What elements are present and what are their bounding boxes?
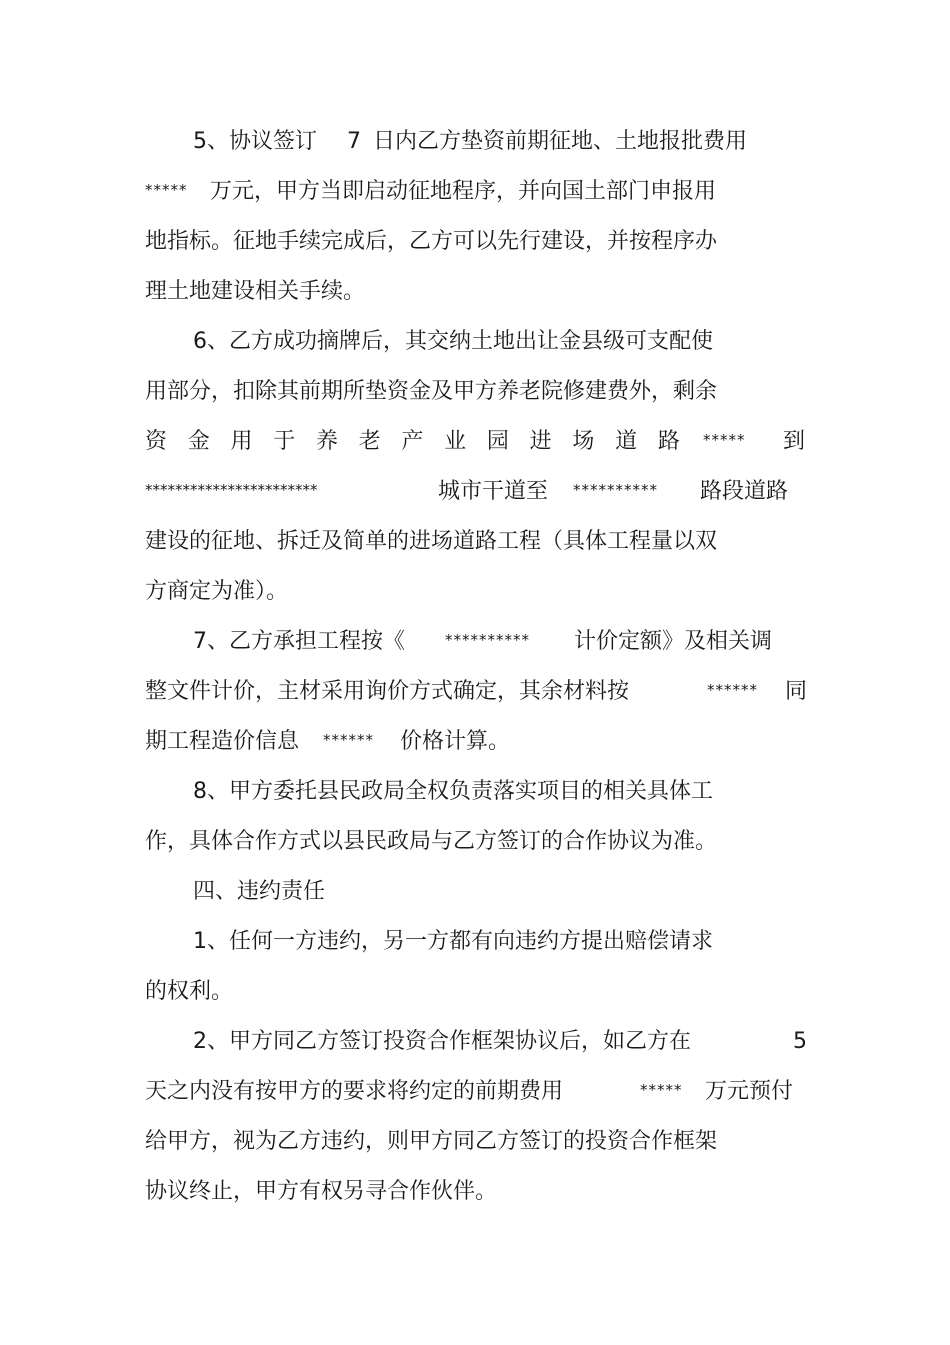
clause-1-start: 1、任何一方违约，另一方都有向违约方提出赔偿请求 <box>193 929 713 954</box>
char: 养 <box>315 429 338 454</box>
masked-road: ********** <box>573 481 658 499</box>
text-line <box>0 677 950 707</box>
text-line <box>0 1027 950 1057</box>
text-line <box>0 577 950 607</box>
text-segment: 万元，甲方当即启动征地程序，并向国土部门申报用 <box>210 179 717 204</box>
char: 进 <box>529 429 552 454</box>
char: 场 <box>572 429 595 454</box>
text-segment: 给甲方，视为乙方违约，则甲方同乙方签订的投资合作框架 <box>145 1129 718 1154</box>
clause-5-start: 5、协议签订 <box>193 129 317 154</box>
text-segment: 价格计算。 <box>400 729 511 754</box>
text-line <box>0 927 950 957</box>
text-line <box>0 1127 950 1157</box>
clause-8-start: 8、甲方委托县民政局全权负责落实项目的相关具体工 <box>193 779 713 804</box>
text-line <box>0 377 950 407</box>
text-segment: 用部分，扣除其前期所垫资金及甲方养老院修建费外，剩余 <box>145 379 718 404</box>
char: 用 <box>230 429 253 454</box>
text-segment: 路段道路 <box>700 479 789 504</box>
number-days: 5 <box>793 1029 807 1054</box>
clause-2-start: 2、甲方同乙方签订投资合作框架协议后，如乙方在 <box>193 1029 691 1054</box>
text-line-justified <box>0 427 950 457</box>
text-line <box>0 777 950 807</box>
text-line <box>0 477 950 507</box>
text-segment: 作，具体合作方式以县民政局与乙方签订的合作协议为准。 <box>145 829 718 854</box>
char: 道 <box>615 429 638 454</box>
text-segment: 整文件计价，主材采用询价方式确定，其余材料按 <box>145 679 630 704</box>
text-line <box>0 127 950 157</box>
text-line <box>0 627 950 657</box>
section-title: 四、违约责任 <box>193 879 326 904</box>
section-heading <box>0 877 950 907</box>
text-segment: 的权利。 <box>145 979 234 1004</box>
char: 老 <box>358 429 381 454</box>
char: 业 <box>444 429 467 454</box>
masked-standard: ********** <box>445 631 530 649</box>
text-line <box>0 977 950 1007</box>
text-segment: 同 <box>785 679 808 704</box>
text-line <box>0 827 950 857</box>
masked-amount: ***** <box>145 181 188 199</box>
masked-region: ****** <box>707 681 758 699</box>
masked-amount: ***** <box>640 1081 683 1099</box>
char: 资 <box>145 429 168 454</box>
clause-7-start: 7、乙方承担工程按《 <box>193 629 405 654</box>
text-segment: 万元预付 <box>705 1079 794 1104</box>
char: 园 <box>486 429 509 454</box>
text-segment: 理土地建设相关手续。 <box>145 279 366 304</box>
text-segment: 日内乙方垫资前期征地、土地报批费用 <box>373 129 748 154</box>
text-segment: 天之内没有按甲方的要求将约定的前期费用 <box>145 1079 564 1104</box>
clause-6-start: 6、乙方成功摘牌后，其交纳土地出让金县级可支配使 <box>193 329 713 354</box>
text-segment: 期工程造价信息 <box>145 729 300 754</box>
justified-characters <box>145 427 680 457</box>
text-line <box>0 327 950 357</box>
masked-road: ***** <box>703 431 746 449</box>
text-line <box>0 1177 950 1207</box>
char: 产 <box>401 429 424 454</box>
text-segment: 地指标。征地手续完成后，乙方可以先行建设，并按程序办 <box>145 229 718 254</box>
text-line <box>0 1077 950 1107</box>
text-line <box>0 727 950 757</box>
char: 金 <box>187 429 210 454</box>
text-segment: 建设的征地、拆迁及简单的进场道路工程（具体工程量以双 <box>145 529 718 554</box>
char: 路 <box>657 429 680 454</box>
text-line <box>0 527 950 557</box>
text-line <box>0 177 950 207</box>
text-line <box>0 227 950 257</box>
text-segment: 计价定额》及相关调 <box>574 629 773 654</box>
text-segment: 协议终止，甲方有权另寻合作伙伴。 <box>145 1179 498 1204</box>
masked-region: ****** <box>323 731 374 749</box>
text-segment: 城市干道至 <box>438 479 549 504</box>
text-segment: 到 <box>783 429 806 454</box>
text-line <box>0 277 950 307</box>
masked-location: *********************** <box>145 481 318 499</box>
text-segment: 方商定为准）。 <box>145 579 289 604</box>
number-days: 7 <box>347 129 361 154</box>
char: 于 <box>273 429 296 454</box>
